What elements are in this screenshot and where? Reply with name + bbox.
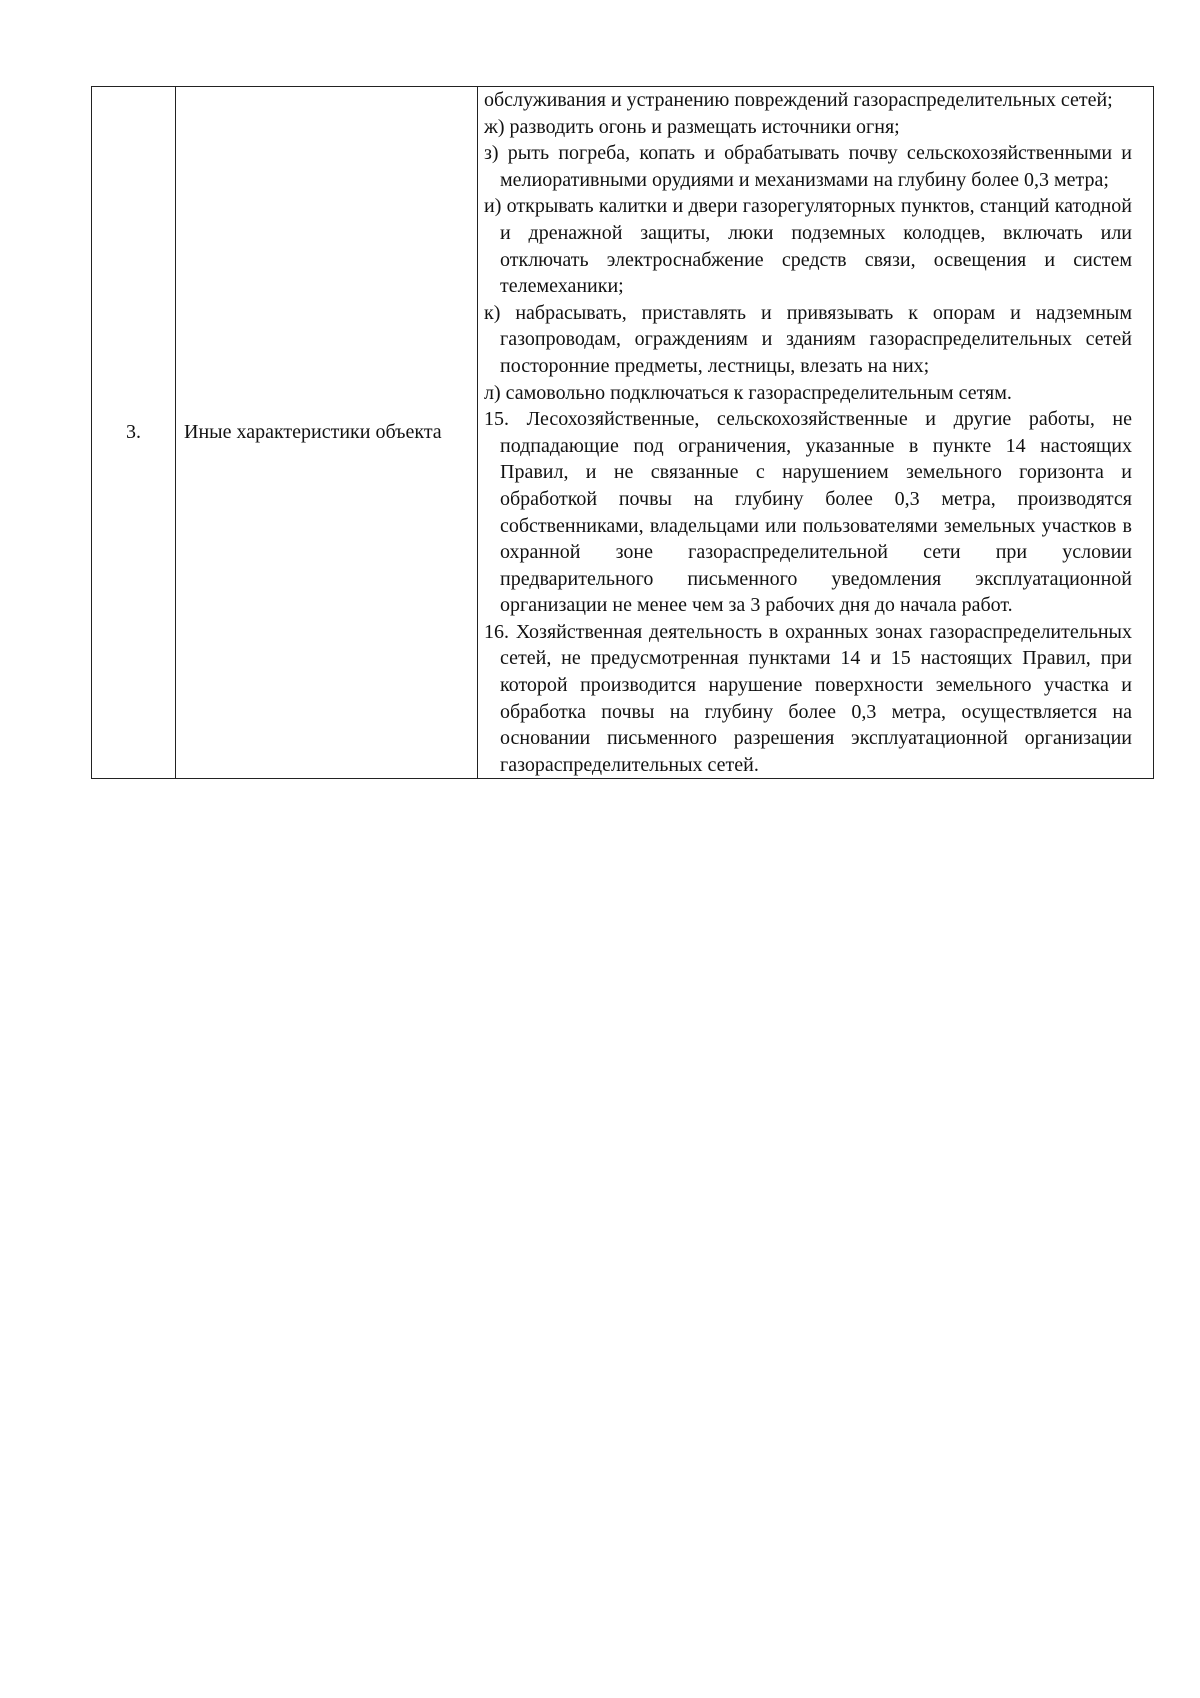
paragraph-16: 16. Хозяйственная деятельность в охранных зонах газораспределительных сетей, не предусмотренная пунктами 14 и 15 настоящих Правил, при которой производится нарушение поверхности земельного участка и обработка почвы на глубину более 0,3 метра, осуществляется на основании письменного разрешения эксплуатационной организации газораспределительных сетей.	[484, 620, 1132, 776]
row-number: 3.	[92, 87, 176, 779]
table-row	[92, 87, 1154, 779]
paragraph-i: и) открывать калитки и двери газорегуляторных пунктов, станций катодной и дренажной защиты, люки подземных колодцев, включать или отключать электроснабжение средств связи, освещения и систем телемеханики;	[484, 195, 1132, 298]
paragraph-continuation: обслуживания и устранению повреждений газораспределительных сетей;	[484, 89, 1113, 111]
paragraph-z: з) рыть погреба, копать и обрабатывать почву сельскохозяйственными и мелиоративными орудиями и механизмами на глубину более 0,3 метра;	[484, 142, 1132, 191]
paragraph-15: 15. Лесохозяйственные, сельскохозяйственные и другие работы, не подпадающие под ограничения, указанные в пункте 14 настоящих Правил, и не связанные с нарушением земельного горизонта и обработкой почвы на глубину более 0,3 метра, производятся собственниками, владельцами или пользователями земельных участков в охранной зоне газораспределительной сети при условии предварительного письменного уведомления эксплуатационной организации не менее чем за 3 рабочих дня до начала работ.	[484, 408, 1132, 617]
row-description	[478, 87, 1154, 779]
paragraph-l: л) самовольно подключаться к газораспределительным сетям.	[484, 381, 1012, 404]
row-name: Иные характеристики объекта	[176, 87, 478, 779]
characteristics-table	[91, 86, 1154, 779]
paragraph-zh: ж) разводить огонь и размещать источники огня;	[484, 115, 900, 138]
paragraph-k: к) набрасывать, приставлять и привязывать к опорам и надземным газопроводам, ограждениям и зданиям газораспределительных сетей посторонние предметы, лестницы, влезать на них;	[484, 301, 1132, 377]
